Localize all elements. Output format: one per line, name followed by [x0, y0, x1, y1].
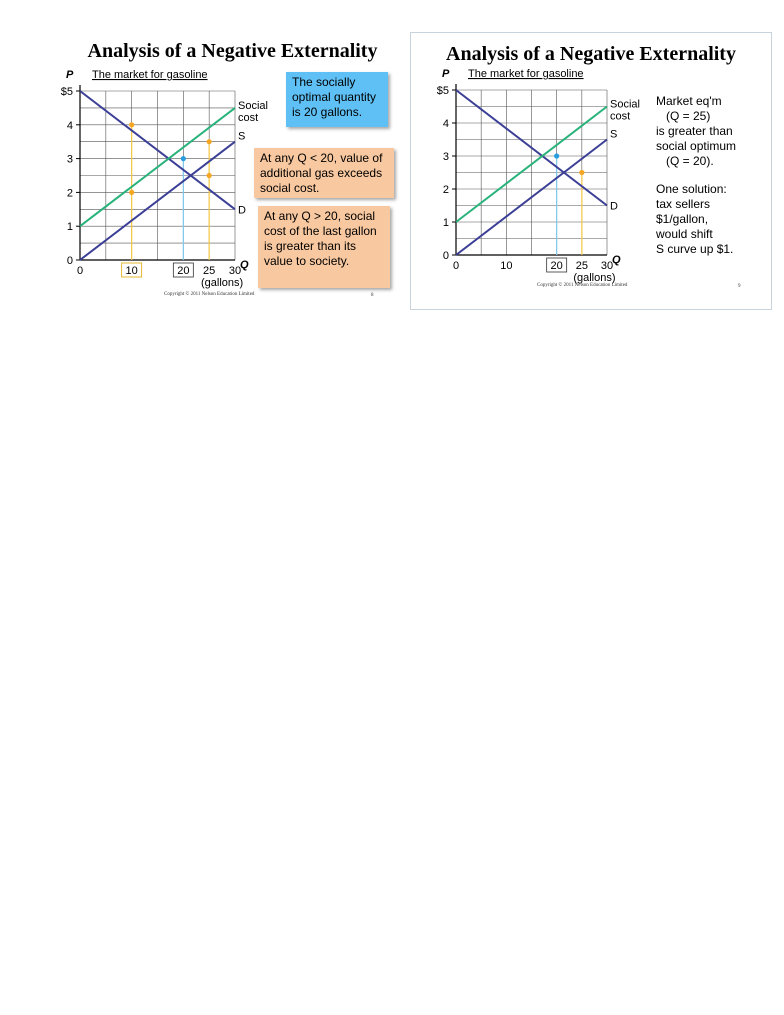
note-market-eq: Market eq'm (Q = 25) is greater than social optimum (Q = 20).: [656, 94, 737, 168]
series-label-social: Social: [238, 99, 268, 112]
slide-title: Analysis of a Negative Externality: [87, 40, 378, 62]
slide-left: [60, 28, 405, 310]
x-tick-label: 25: [575, 260, 588, 272]
y-tick-label: $5: [436, 85, 449, 97]
data-point: [554, 153, 559, 158]
slide-title: Analysis of a Negative Externality: [446, 43, 736, 65]
x-axis-unit: (gallons): [200, 277, 244, 289]
y-tick-label: 0: [66, 255, 73, 267]
note-solution: One solution: tax sellers $1/gallon, would shift S curve up $1.: [656, 182, 734, 256]
y-tick-label: 2: [66, 187, 73, 200]
y-tick-label: 0: [442, 250, 449, 262]
series-label-cost: cost: [610, 110, 631, 123]
x-tick-label: 10: [125, 265, 138, 277]
y-tick-label: $5: [60, 86, 73, 98]
x-tick-label: 10: [500, 260, 513, 272]
data-point: [129, 122, 134, 127]
data-point: [207, 173, 212, 178]
chart-subtitle: The market for gasoline: [92, 69, 208, 81]
series-label-social: Social: [610, 98, 640, 111]
slide-right: [410, 32, 772, 310]
y-tick-label: 1: [442, 217, 449, 229]
chart-right: [411, 33, 771, 309]
y-tick-label: 1: [66, 221, 73, 234]
y-tick-label: 4: [66, 119, 73, 132]
data-point: [181, 156, 186, 161]
series-label-d: D: [610, 200, 618, 213]
y-axis-label: P: [66, 69, 74, 81]
y-tick-label: 2: [442, 184, 449, 196]
x-tick-label: 0: [452, 260, 460, 272]
chart-subtitle: The market for gasoline: [468, 68, 584, 80]
series-label-s: S: [238, 130, 246, 143]
series-label-s: S: [610, 128, 618, 141]
page-number: 8: [371, 293, 374, 298]
x-tick-label: 20: [177, 265, 190, 277]
x-tick-label: 30: [228, 265, 242, 277]
series-label-cost: cost: [238, 111, 259, 124]
y-tick-label: 3: [442, 151, 449, 163]
series-label-d: D: [238, 204, 246, 217]
copyright: Copyright © 2011 Nelson Education Limited: [164, 292, 255, 297]
x-tick-label: 0: [76, 265, 84, 277]
page-number: 9: [738, 284, 741, 289]
data-point: [579, 170, 584, 175]
x-axis-label: Q: [612, 254, 621, 266]
y-axis-label: P: [442, 68, 450, 80]
y-tick-label: 4: [442, 118, 449, 130]
copyright: Copyright © 2011 Nelson Education Limited: [537, 283, 628, 288]
x-tick-label: 20: [550, 260, 563, 272]
x-tick-label: 25: [203, 265, 216, 277]
data-point: [129, 190, 134, 195]
callout-socially-optimal: The socially optimal quantity is 20 gallons.: [286, 72, 388, 127]
y-tick-label: 3: [66, 153, 73, 166]
x-axis-unit: (gallons): [573, 272, 616, 284]
data-point: [207, 139, 212, 144]
x-tick-label: 30: [600, 260, 614, 272]
callout-above-20: At any Q > 20, social cost of the last gallon is greater than its value to society.: [258, 206, 390, 288]
x-axis-label: Q: [240, 259, 249, 271]
callout-below-20: At any Q < 20, value of additional gas exceeds social cost.: [254, 148, 394, 198]
